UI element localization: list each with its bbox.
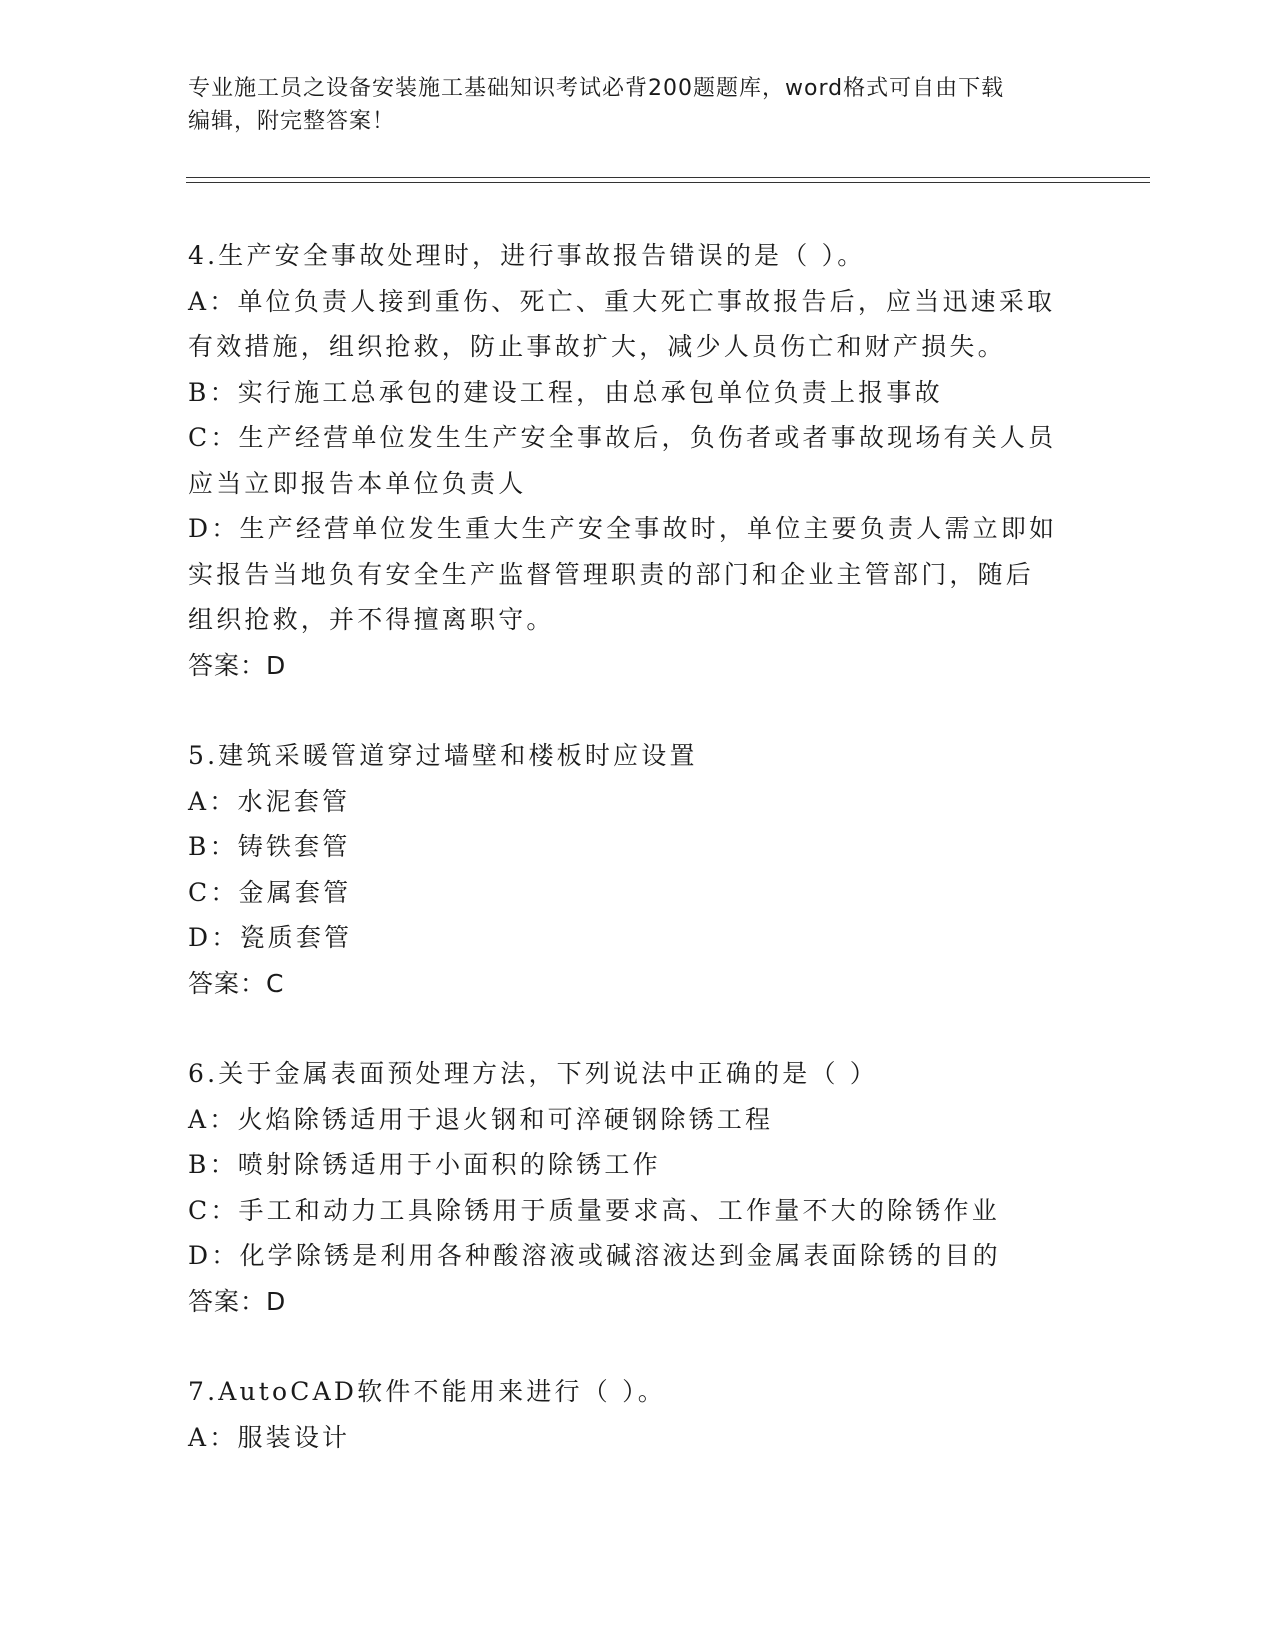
question-option-line: C：金属套管 [188, 877, 352, 907]
question-option-line: A：火焰除锈适用于退火钢和可淬硬钢除锈工程 [188, 1104, 774, 1134]
question-block [188, 1369, 1088, 1460]
question-block [188, 733, 1088, 1006]
question-block [188, 233, 1088, 688]
question-option-line: A：单位负责人接到重伤、死亡、重大死亡事故报告后，应当迅速采取 [188, 286, 1056, 316]
question-option-line: B：铸铁套管 [188, 832, 351, 861]
question-stem-line: 6.关于金属表面预处理方法，下列说法中正确的是（ ） [188, 1059, 879, 1088]
question-stem-line: 5.建筑采暖管道穿过墙壁和楼板时应设置 [188, 741, 698, 770]
header-divider-bottom [186, 182, 1150, 183]
question-option-line: 实报告当地负有安全生产监督管理职责的部门和企业主管部门，随后 [188, 559, 1035, 589]
header-line-1: 专业施工员之设备安装施工基础知识考试必背200题题库，word格式可自由下载 [188, 76, 1005, 101]
question-option-line: B：喷射除锈适用于小面积的除锈工作 [188, 1150, 661, 1179]
question-gap [188, 688, 1088, 733]
question-option-line: D：生产经营单位发生重大生产安全事故时，单位主要负责人需立即如 [188, 514, 1058, 543]
question-block [188, 1051, 1088, 1324]
question-gap [188, 1324, 1088, 1369]
document-header [188, 72, 1088, 138]
header-divider-top [186, 177, 1150, 178]
question-option-line: D：瓷质套管 [188, 923, 353, 952]
question-option-line: 应当立即报告本单位负责人 [188, 468, 527, 498]
question-list [188, 233, 1088, 1460]
question-gap [188, 1006, 1088, 1051]
question-option-line: D：化学除锈是利用各种酸溶液或碱溶液达到金属表面除锈的目的 [188, 1241, 1001, 1270]
question-stem-line: 4.生产安全事故处理时，进行事故报告错误的是（ ）。 [188, 241, 866, 270]
header-line-2: 编辑，附完整答案！ [188, 109, 396, 134]
question-answer: 答案：D [188, 1286, 287, 1316]
question-answer: 答案：C [188, 968, 285, 998]
question-option-line: A：水泥套管 [188, 786, 351, 816]
question-option-line: C：生产经营单位发生生产安全事故后，负伤者或者事故现场有关人员 [188, 423, 1057, 452]
question-option-line: 有效措施，组织抢救，防止事故扩大，减少人员伤亡和财产损失。 [188, 332, 1006, 361]
question-option-line: 组织抢救，并不得擅离职守。 [188, 605, 555, 634]
question-option-line: C：手工和动力工具除锈用于质量要求高、工作量不大的除锈作业 [188, 1195, 1000, 1225]
question-answer: 答案：D [188, 650, 287, 680]
question-option-line: B：实行施工总承包的建设工程，由总承包单位负责上报事故 [188, 377, 943, 407]
question-option-line: A：服装设计 [188, 1422, 351, 1452]
question-stem-line: 7.AutoCAD软件不能用来进行（ ）。 [188, 1377, 666, 1406]
